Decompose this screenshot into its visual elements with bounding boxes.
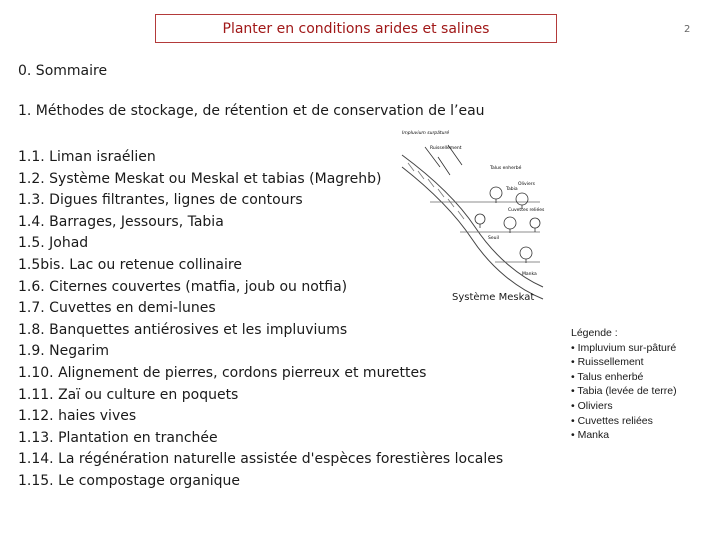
toc-item: 1.7. Cuvettes en demi-lunes: [18, 300, 216, 317]
fig-label-cuvettes: Cuvettes reliées: [508, 208, 545, 213]
toc-item: 1.3. Digues filtrantes, lignes de contours: [18, 192, 303, 209]
toc-item: 1.2. Système Meskat ou Meskal et tabias (Magrehb): [18, 170, 382, 187]
fig-label-oliviers: Oliviers: [518, 182, 535, 187]
slide-title-box: [155, 14, 557, 43]
toc-item: 1.4. Barrages, Jessours, Tabia: [18, 213, 224, 230]
toc-item: 1.10. Alignement de pierres, cordons pierreux et murettes: [18, 364, 427, 381]
section-heading: 1. Méthodes de stockage, de rétention et de conservation de l’eau: [18, 103, 485, 119]
fig-label-ruissellement: Ruissellement: [430, 146, 462, 151]
fig-label-seuil: Seuil: [488, 236, 499, 241]
fig-label-talus: Talus enherbé: [490, 166, 522, 171]
toc-item: 1.13. Plantation en tranchée: [18, 429, 218, 446]
toc-item: 1.14. La régénération naturelle assistée d'espèces forestières locales: [18, 451, 504, 468]
toc-item: 1.1. Liman israélien: [18, 149, 156, 165]
toc-item: 1.11. Zaï ou culture en poquets: [18, 386, 239, 403]
legend-item: • Manka: [571, 429, 610, 442]
legend-item: • Tabia (levée de terre): [571, 385, 677, 398]
toc-item: 1.12. haies vives: [18, 408, 137, 425]
toc-item: 1.6. Citernes couvertes (matfia, joub ou notfia): [18, 278, 348, 295]
legend-item: • Cuvettes reliées: [571, 414, 653, 427]
legend-item: • Talus enherbé: [571, 370, 644, 383]
legend-item: • Ruissellement: [571, 356, 644, 369]
slide-title: Planter en conditions arides et salines: [222, 20, 490, 37]
fig-label-manka: Manka: [522, 272, 537, 277]
fig-label-tabia: Tabia: [506, 187, 518, 192]
toc-item: 1.8. Banquettes antiérosives et les impluviums: [18, 321, 348, 338]
toc-item: 1.15. Le compostage organique: [18, 472, 241, 489]
fig-label-impluvium: Impluvium surpâturé: [402, 131, 450, 136]
figure-caption: Système Meskat: [452, 292, 535, 303]
legend-list: [571, 341, 677, 443]
legend-item: • Oliviers: [571, 399, 613, 412]
sommaire-heading: 0. Sommaire: [18, 63, 108, 79]
page-number: 2: [684, 24, 691, 35]
legend: [571, 326, 677, 443]
legend-item: • Impluvium sur-pâturé: [571, 341, 677, 354]
toc-item: 1.9. Negarim: [18, 343, 109, 360]
toc-item: 1.5bis. Lac ou retenue collinaire: [18, 256, 242, 273]
legend-title: Légende :: [571, 327, 618, 339]
toc-item: 1.5. Johad: [18, 235, 89, 252]
meskat-diagram: [400, 127, 545, 315]
